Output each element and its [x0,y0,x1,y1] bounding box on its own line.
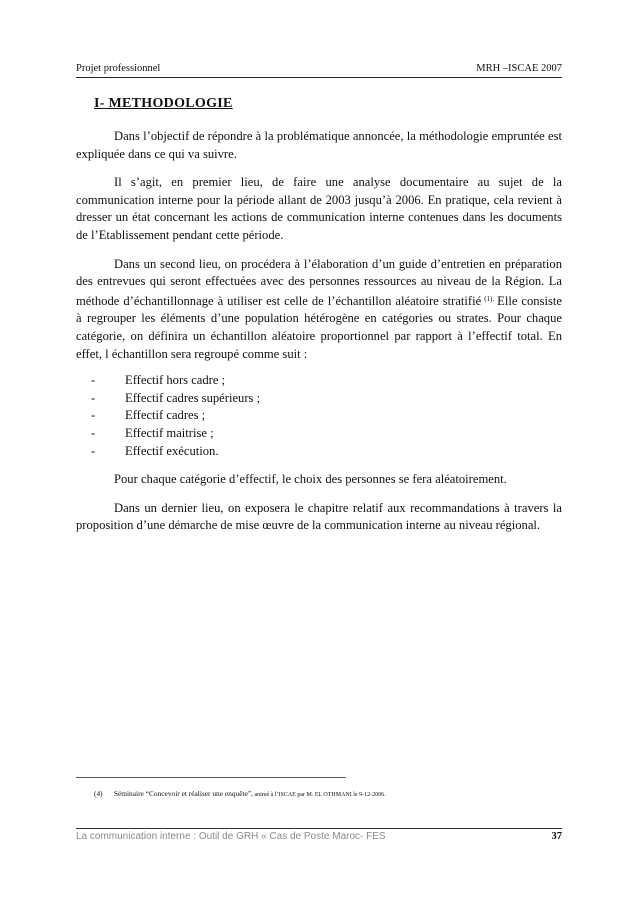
list-item [76,372,562,390]
paragraph-3 [76,256,562,364]
list-item-text: Effectif cadres supérieurs ; [125,390,261,405]
paragraph-2: Il s’agit, en premier lieu, de faire une analyse documentaire au sujet de la communication interne pour la période allant de 2003 jusqu’à 2006. En pratique, cela revient à dresser un état concernant les actions de communication interne contenues dans les documents de l’Etablissement pendant cette période. [76,175,562,242]
list-item-text: Effectif hors cadre ; [125,373,226,388]
staff-category-list [76,372,562,460]
list-item [76,407,562,425]
paragraph-4: Pour chaque catégorie d’effectif, le choix des personnes se fera aléatoirement. [114,472,507,487]
list-item [76,390,562,408]
list-item-text: Effectif maitrise ; [125,425,214,440]
page-number: 37 [551,831,562,842]
list-dash: - [91,390,96,405]
list-dash: - [91,408,96,423]
body-text [76,128,562,546]
footnote-divider [76,777,346,778]
paragraph-3-text-b: Elle consiste à regrouper les éléments d’une population hétérogène en catégories ou strates. Pour chaque catégorie, on définira un échantillon aléatoire proportionnel par rapport à l’effectif total. En effet, l échantillon sera regroupé comme suit : [76,293,562,361]
paragraph-5: Dans un dernier lieu, on exposera le chapitre relatif aux recommandations à travers la proposition d’une démarche de mise œuvre de la communication interne au niveau régional. [76,500,562,533]
paragraph-1: Dans l’objectif de répondre à la problématique annoncée, la méthodologie empruntée est expliquée dans ce qui va suivre. [76,129,562,161]
page-header [76,63,562,75]
page-footer [76,831,562,843]
footnote-number: (4) [94,789,103,798]
header-left-text: Projet professionnel [76,63,161,74]
section-title: I- METHODOLOGIE [94,96,233,111]
list-item [76,425,562,443]
footnote-text-small: animé à l’ISCAE par M. EL OTHMANI le 9-12-2006. [253,792,386,798]
list-item [76,443,562,461]
list-dash: - [91,443,96,458]
header-divider [76,77,562,78]
footnote [94,789,386,800]
list-item-text: Effectif exécution. [125,443,219,458]
header-right-text: MRH –ISCAE 2007 [476,63,562,74]
footnote-text: Séminaire “Concevoir et réaliser une enquête”, [113,789,253,798]
footer-title: La communication interne : Outil de GRH « Cas de Poste Maroc- FES [76,831,386,842]
list-dash: - [91,373,96,388]
footnote-reference: (1). [484,294,495,303]
paragraph-3-text-a: Dans un second lieu, on procédera à l’élaboration d’un guide d’entretien en préparation des entrevues qui seront effectuées avec des personnes ressources au niveau de la Région. La méthode d’échantillonnage à utiliser est celle de l’échantillon aléatoire stratifié [76,256,562,308]
list-dash: - [91,425,96,440]
list-item-text: Effectif cadres ; [125,408,206,423]
footer-divider [76,828,562,829]
